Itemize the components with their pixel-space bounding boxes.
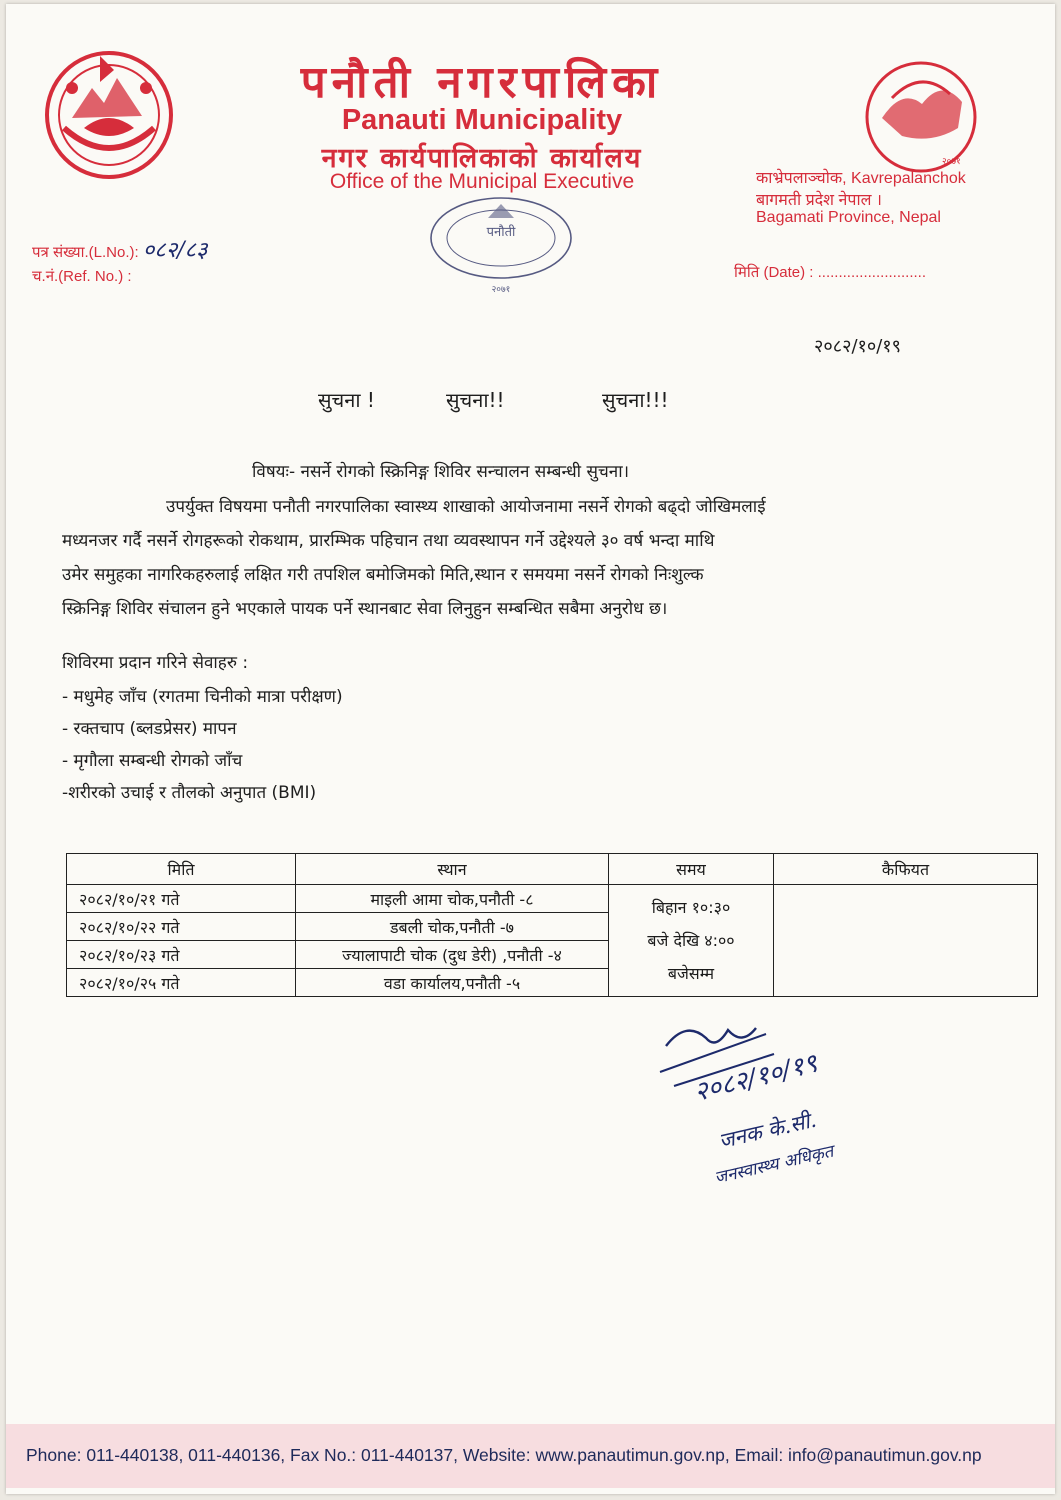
office-seal-icon (416, 192, 586, 296)
address-province-en: Bagamati Province, Nepal (756, 209, 941, 226)
nepal-emblem-icon (42, 48, 176, 182)
column-header-place: स्थान (296, 854, 609, 885)
letter-no-value: ०८२/८३ (142, 238, 208, 263)
column-header-remarks: कैफियत (774, 854, 1038, 885)
service-item: - मृगौला सम्बन्धी रोगको जाँच (62, 751, 243, 771)
column-header-date: मिति (67, 854, 296, 885)
row-place: माइली आमा चोक,पनौती -८ (296, 885, 609, 913)
row-place: डबली चोक,पनौती -७ (296, 913, 609, 941)
footer-contact-info: Phone: 011-440138, 011-440136, Fax No.: 011-440137, Website: www.panautimun.gov.np, Email: info@panautimun.gov.np (26, 1445, 982, 1465)
ref-no-label: च.नं.(Ref. No.) : (32, 268, 132, 285)
row-date: २०८२/१०/२५ गते (67, 969, 296, 997)
time-line: बजेसम्म (667, 964, 715, 983)
signature-date: २०८२/१०/१९ (691, 1048, 821, 1108)
notice-paragraph-line-2: मध्यनजर गर्दै नसर्ने रोगहरूको रोकथाम, प्रारम्भिक पहिचान तथा व्यवस्थापन गर्ने उद्देश्यले ३० वर्ष भन्दा माथि (62, 531, 715, 551)
logo-year: २०७१ (942, 157, 961, 167)
row-date: २०८२/१०/२३ गते (67, 941, 296, 969)
municipality-title-np: पनौती नगरपालिका (300, 57, 664, 108)
seal-year: २०७१ (491, 285, 511, 295)
notice-subject: विषयः- नसर्ने रोगको स्क्रिनिङ्ग शिविर सन्चालन सम्बन्धी सुचना। (252, 462, 630, 482)
time-line: बिहान १०:३० (651, 898, 731, 917)
camp-time-cell (609, 885, 774, 997)
date-label: मिति (Date) : .......................... (734, 264, 926, 281)
letter-no-label: पत्र संख्या.(L.No.): (32, 244, 139, 261)
service-item: -शरीरको उचाई र तौलको अनुपात (BMI) (62, 783, 317, 803)
notice-heading-3: सुचना!!! (602, 388, 669, 412)
row-date: २०८२/१०/२१ गते (67, 885, 296, 913)
municipality-logo-icon (862, 58, 980, 176)
remarks-cell (774, 885, 1038, 997)
service-item: - रक्तचाप (ब्लडप्रेसर) मापन (62, 719, 237, 739)
office-title-en: Office of the Municipal Executive (329, 170, 635, 193)
notice-heading-2: सुचना!! (446, 388, 505, 412)
municipality-title-en: Panauti Municipality (341, 104, 623, 136)
row-date: २०८२/१०/२२ गते (67, 913, 296, 941)
table-header-row (67, 854, 1038, 885)
notice-date: २०८२/१०/१९ (814, 336, 902, 357)
service-item: - मधुमेह जाँच (रगतमा चिनीको मात्रा परीक्षण) (62, 687, 343, 707)
address-province-np: बागमती प्रदेश नेपाल । (756, 192, 882, 209)
row-place: वडा कार्यालय,पनौती -५ (296, 969, 609, 997)
signatory-name: जनक के.सी. (716, 1107, 819, 1154)
notice-paragraph-line-3: उमेर समुहका नागरिकहरुलाई लक्षित गरी तपशिल बमोजिमको मिति,स्थान र समयमा नसर्ने रोगको निःशुल्क (62, 565, 704, 585)
time-line: बजे देखि ४:०० (647, 931, 735, 950)
column-header-time: समय (609, 854, 774, 885)
letter-no (32, 234, 207, 264)
notice-heading-1: सुचना ! (318, 388, 375, 412)
notice-paragraph-line-1: उपर्युक्त विषयमा पनौती नगरपालिका स्वास्थ्य शाखाको आयोजनामा नसर्ने रोगको बढ्दो जोखिमलाई (166, 497, 766, 517)
notice-paragraph-line-4: स्क्रिनिङ्ग शिविर संचालन हुने भएकाले पायक पर्ने स्थानबाट सेवा लिनुहुन सम्बन्धित सबैमा अनुरोध छ। (62, 599, 668, 619)
camp-schedule-table (66, 853, 1038, 997)
services-heading: शिविरमा प्रदान गरिने सेवाहरु : (62, 653, 249, 673)
row-place: ज्यालापाटी चोक (दुध डेरी) ,पनौती -४ (296, 941, 609, 969)
office-title-np: नगर कार्यपालिकाको कार्यालय (321, 143, 643, 174)
signatory-designation: जनस्वास्थ्य अधिकृत (712, 1141, 836, 1189)
seal-text: पनौती (486, 225, 516, 240)
table-row (67, 885, 1038, 913)
letter-page (6, 4, 1055, 1494)
address-district: काभ्रेपलाञ्चोक, Kavrepalanchok (756, 170, 966, 187)
